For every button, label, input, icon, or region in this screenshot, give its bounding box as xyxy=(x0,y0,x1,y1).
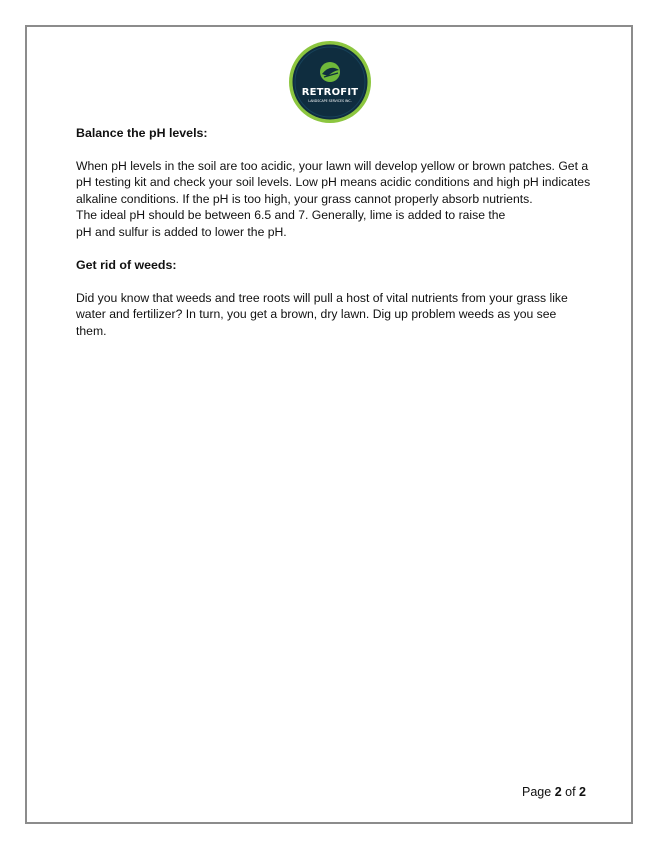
text-line: alkaline conditions. If the pH is too high, your grass cannot properly absorb nutrients. xyxy=(76,191,533,206)
section-heading-ph: Balance the pH levels: xyxy=(76,126,208,140)
retrofit-logo-emblem xyxy=(288,40,372,124)
text-line: pH and sulfur is added to lower the pH. xyxy=(76,224,287,239)
text-line: them. xyxy=(76,323,107,338)
company-logo xyxy=(288,40,372,124)
document-body xyxy=(76,125,596,339)
text-line: water and fertilizer? In turn, you get a brown, dry lawn. Dig up problem weeds as you see xyxy=(76,307,557,321)
logo-name: RETROFIT xyxy=(301,87,359,98)
text-line: Did you know that weeds and tree roots will pull a host of vital nutrients from your grass like xyxy=(76,290,568,305)
page-number xyxy=(522,784,586,800)
page-of-label: of xyxy=(565,785,576,799)
text-line: When pH levels in the soil are too acidic, your lawn will develop yellow or brown patches. Get a xyxy=(76,158,589,173)
text-line: The ideal pH should be between 6.5 and 7. Generally, lime is added to raise the xyxy=(76,208,506,222)
section-heading-weeds: Get rid of weeds: xyxy=(76,258,177,272)
page-label: Page xyxy=(522,785,552,799)
logo-tagline: LANDSCAPE SERVICES INC. xyxy=(308,99,352,103)
total-pages: 2 xyxy=(579,785,586,799)
current-page: 2 xyxy=(554,785,562,799)
text-line: pH testing kit and check your soil levels. Low pH means acidic conditions and high pH indicates xyxy=(76,175,591,189)
